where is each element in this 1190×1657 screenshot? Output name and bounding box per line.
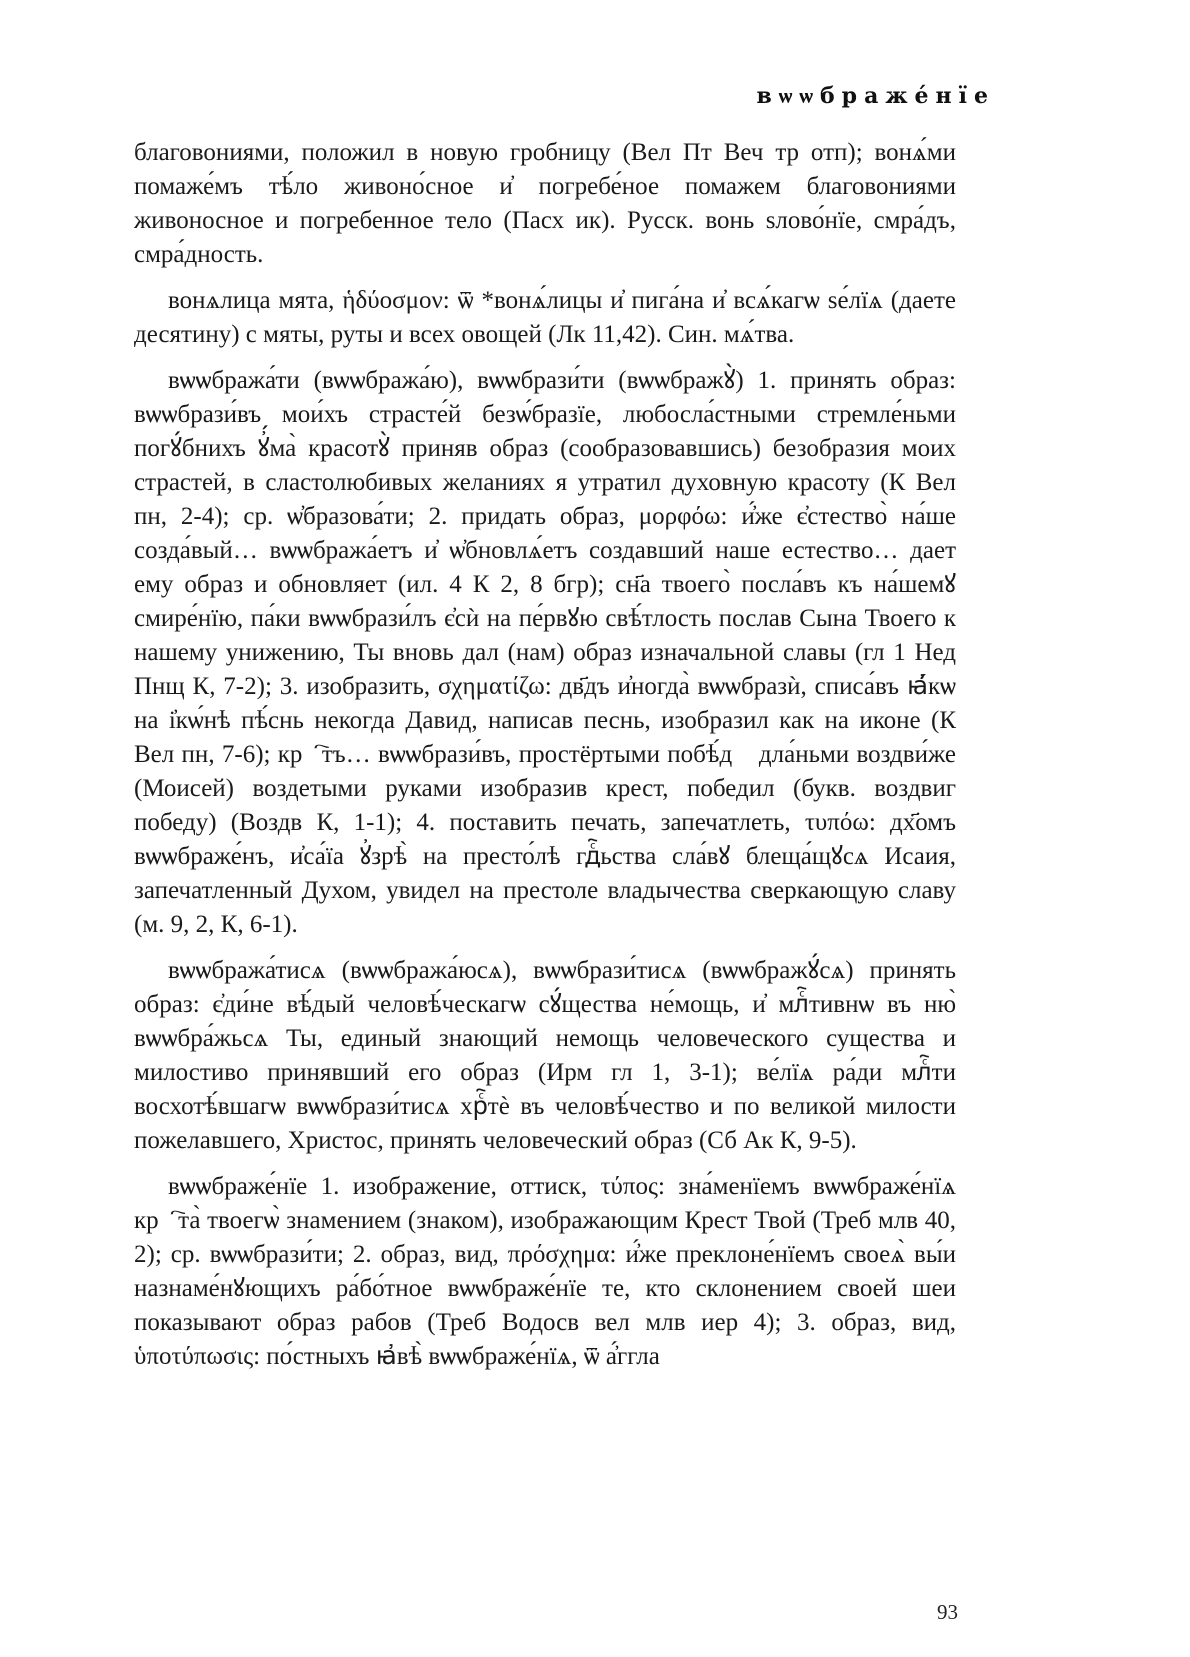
entry-voobrazhatisya: вѡѡбража́тисѧ (вѡѡбража́юсѧ), вѡѡбрази́тисѧ (вѡѡбражꙋ́сѧ) принять образ: є҆ди́не вѣ́дый человѣ́ческагѡ сꙋ́щества не́мощь, и҆ млⷭ҇тивнѡ въ ню̀ вѡѡбра́жьсѧ Ты, единый знающий немощь человеческого существа и милостиво принявший его образ (Ирм гл 1, 3-1); ве́лїѧ ра́ди млⷭ҇ти восхотѣ́вшагѡ вѡѡбрази́тисѧ хрⷭ҇тѐ въ человѣ́чество и по великой милости пожелавшего, Христос, принять человеческий образ (Сб Ак К, 9-5).	[134, 957, 956, 1154]
entry-vonyalitsa: вонѧлица мята, ἡδύοσμον: ѿ *вонѧ́лицы и҆ пига́на и҆ всѧ́кагѡ ѕе́лїѧ (даете десятину) с мяты, руты и всех овощей (Лк 11,42). Син. мѧ́тва.	[134, 287, 956, 348]
page-number: 93	[937, 1600, 958, 1624]
running-head: вѡѡбраже́нїе	[756, 83, 995, 109]
entry-continuation: благовониями, положил в новую гробницу (Вел Пт Веч тр отп); вонѧ́ми помаже́мъ тѣ́ло живоно́сное и҆ погребе́ное помажем благовониями живоносное и погребенное тело (Пасх ик). Русск. вонь ѕлово́нїе, смра́дъ, смра́дность.	[134, 139, 956, 268]
page-body	[134, 136, 956, 1386]
entry-voobrazhati: вѡѡбража́ти (вѡѡбража́ю), вѡѡбрази́ти (вѡѡбражꙋ̀) 1. принять образ: вѡѡбрази́въ мои́хъ страсте́й безѡ́бразїе, любосла́стными стремле́ньми погꙋ́бнихъ ꙋ҆́ма̀ красотꙋ̀ приняв образ (сообразовавшись) безобразия моих страстей, в сластолюбивых желаниях я утратил духовную красоту (К Вел пн, 2-4); ср. ѡ҆бразова́ти; 2. придать образ, μορφόω: и҆́же є҆стество̀ на́ше созда́вый… вѡѡбража́етъ и҆ ѡ҆бновлѧ́етъ создавший наше естество… дает ему образ и обновляет (ил. 4 К 2, 8 бгр); сн҃а твоего̀ посла́въ къ на́шемꙋ смире́нїю, па́ки вѡѡбрази́лъ є҆сѝ на пе́рвꙋю свѣ́тлость послав Сына Твоего к нашему унижению, Ты вновь дал (нам) образ изначальной славы (гл 1 Нед Пнщ К, 7-2); 3. изобразить, σχηματίζω: дв҃дъ и҆ногда̀ вѡѡбразѝ, списа́въ ꙗ҆́кѡ на і҆кѡ́нѣ пѣ́снь некогда Давид, написав песнь, изобразил как на иконе (К Вел пн, 7-6); крⷭ҇тъ… вѡѡбрази́въ, простёртыми побѣ́дꙋ дла́ньми воздви́же (Моисей) воздетыми руками изобразив крест, победил (букв. воздвиг победу) (Воздв К, 1-1); 4. поставить печать, запечатлеть, τυπόω: дх҃омъ вѡѡбраже́нъ, и҆са́їа ꙋ҆зрѣ̀ на престо́лѣ гдⷭ҇ьства сла́вꙋ блеща́щꙋсѧ Исаия, запечатленный Духом, увидел на престоле владычества сверкающую славу (м. 9, 2, К, 6-1).	[134, 367, 956, 938]
entry-voobrazhenie: вѡѡбраже́нїе 1. изображение, оттиск, τύπος: зна́менїемъ вѡѡбраже́нїѧ крⷭ҇та̀ твоегѡ̀ знамением (знаком), изображающим Крест Твой (Треб млв 40, 2); ср. вѡѡбрази́ти; 2. образ, вид, πρόσχημα: и҆́же преклоне́нїемъ своеѧ̀ вы́и назнаме́нꙋющихъ ра́бо́тное вѡѡбраже́нїе те, кто склонением своей шеи показывают образ рабов (Треб Водосв вел млв иер 4); 3. образ, вид, ὑποτύπωσις: по́стныхъ ꙗ҆вѣ̀ вѡѡбраже́нїѧ, ѿ а҆́ггла	[134, 1173, 956, 1370]
